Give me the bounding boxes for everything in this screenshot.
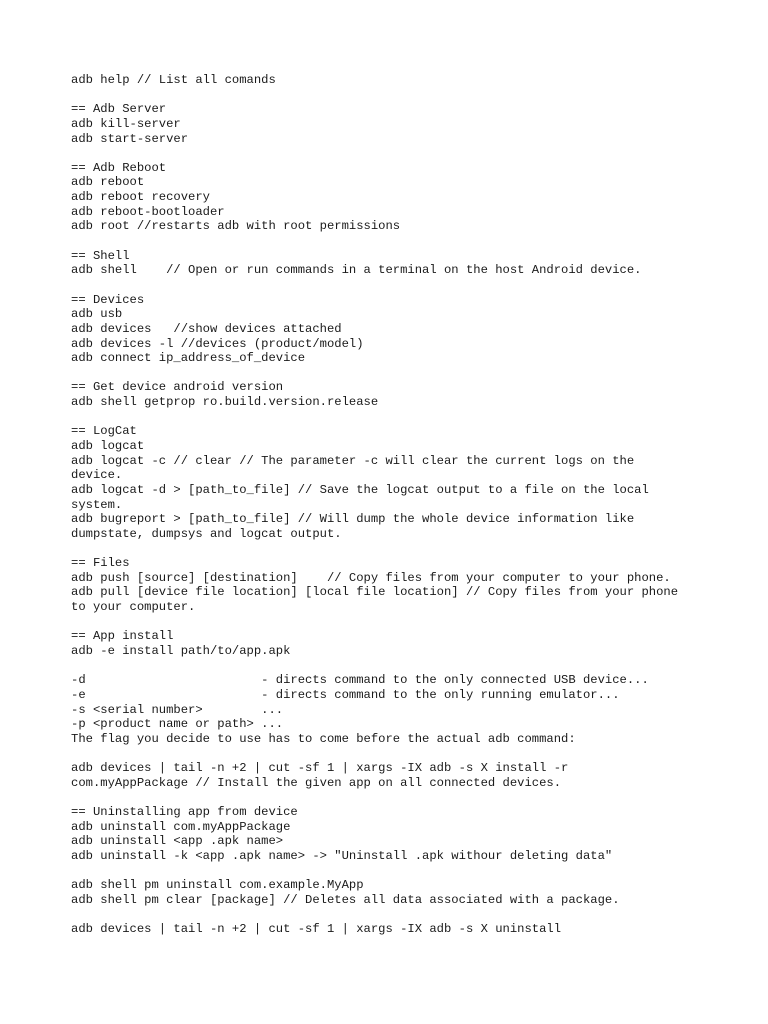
text-line: adb help // List all comands [71, 73, 276, 87]
document-page [71, 73, 711, 937]
text-line: adb logcat [71, 439, 145, 454]
text-line: adb devices | tail -n +2 | cut -sf 1 | xargs -IX adb -s X install -r [71, 761, 569, 776]
text-line: adb usb [71, 307, 123, 322]
text-line: adb devices //show devices attached [71, 321, 342, 336]
text-line: adb connect ip_address_of_device [71, 351, 306, 366]
text-line [71, 746, 711, 761]
text-line: adb reboot recovery [71, 190, 210, 205]
text-line: == Files [71, 556, 130, 571]
text-line: adb devices -l //devices (product/model) [71, 336, 364, 351]
text-line: == Uninstalling app from device [71, 805, 298, 820]
text-line: com.myAppPackage // Install the given app on all connected devices. [71, 775, 562, 790]
text-line: == App install [71, 629, 174, 644]
text-line: -d - directs command to the only connected USB device... [71, 673, 649, 688]
text-line: == Devices [71, 292, 145, 307]
text-line [71, 410, 711, 425]
text-line: adb shell // Open or run commands in a terminal on the host Android device. [71, 263, 642, 278]
text-line: adb uninstall -k <app .apk name> -> "Uninstall .apk withour deleting data" [71, 848, 613, 863]
text-line: == LogCat [71, 424, 137, 439]
text-line: -p <product name or path> ... [71, 717, 284, 732]
text-line: adb reboot [71, 175, 145, 190]
text-line: device. [71, 468, 123, 483]
text-line: dumpstate, dumpsys and logcat output. [71, 526, 342, 541]
text-line [71, 278, 711, 293]
text-line [71, 908, 711, 923]
text-line: adb shell pm uninstall com.example.MyApp [71, 878, 364, 893]
text-line [71, 864, 711, 879]
text-line [71, 366, 711, 381]
text-line: adb shell getprop ro.build.version.release [71, 395, 379, 410]
text-line: adb root //restarts adb with root permissions [71, 219, 401, 234]
text-line: adb pull [device file location] [local file location] // Copy files from your phone [71, 585, 679, 600]
text-line [71, 146, 711, 161]
text-line: adb bugreport > [path_to_file] // Will dump the whole device information like [71, 512, 635, 527]
text-line: adb uninstall com.myAppPackage [71, 819, 291, 834]
text-line: adb devices | tail -n +2 | cut -sf 1 | xargs -IX adb -s X uninstall [71, 922, 562, 937]
text-line: == Get device android version [71, 380, 284, 395]
text-line [71, 659, 711, 674]
text-line: adb uninstall <app .apk name> [71, 834, 284, 849]
text-line [71, 88, 711, 103]
text-line: adb logcat -c // clear // The parameter -c will clear the current logs on the [71, 453, 635, 468]
text-line: == Adb Reboot [71, 160, 167, 175]
text-line [71, 234, 711, 249]
text-line [71, 615, 711, 630]
text-line: -e - directs command to the only running emulator... [71, 687, 620, 702]
text-line: -s <serial number> ... [71, 702, 284, 717]
text-line: adb push [source] [destination] // Copy files from your computer to your phone. [71, 570, 671, 585]
text-line: == Shell [71, 248, 130, 263]
text-line: adb shell pm clear [package] // Deletes all data associated with a package. [71, 892, 620, 907]
text-line: system. [71, 497, 123, 512]
text-line [71, 542, 711, 557]
text-line: adb kill-server [71, 116, 181, 131]
text-line: adb reboot-bootloader [71, 204, 225, 219]
text-line: to your computer. [71, 600, 196, 615]
text-line: == Adb Server [71, 102, 167, 117]
text-line: The flag you decide to use has to come before the actual adb command: [71, 731, 576, 746]
text-line: adb -e install path/to/app.apk [71, 643, 291, 658]
text-line: adb logcat -d > [path_to_file] // Save the logcat output to a file on the local [71, 482, 649, 497]
text-line: adb start-server [71, 131, 189, 146]
text-line [71, 790, 711, 805]
